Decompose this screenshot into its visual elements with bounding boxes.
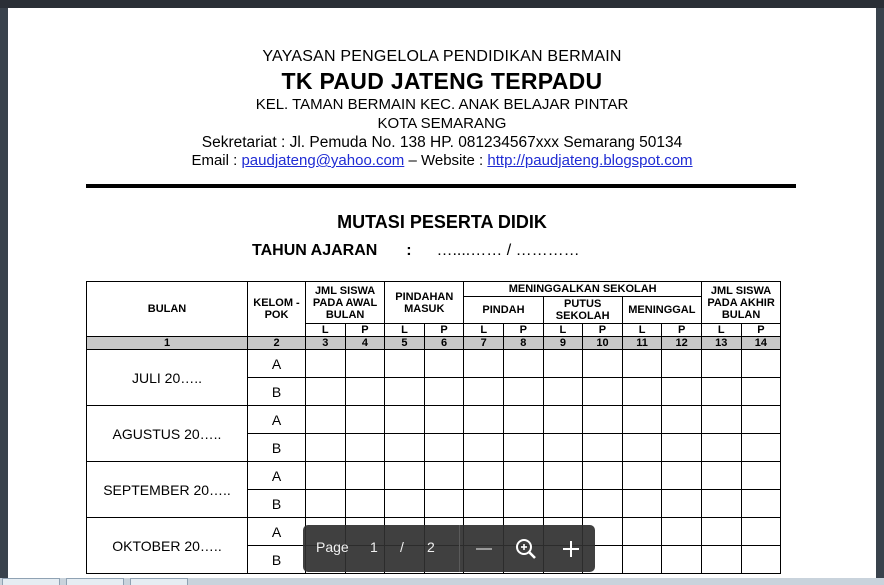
group-cell: A bbox=[248, 462, 306, 490]
data-cell[interactable] bbox=[503, 462, 543, 490]
data-cell[interactable] bbox=[622, 518, 662, 546]
data-cell[interactable] bbox=[306, 434, 346, 462]
data-cell[interactable] bbox=[741, 518, 781, 546]
data-cell[interactable] bbox=[543, 434, 583, 462]
secretariat-line: Sekretariat : Jl. Pemuda No. 138 HP. 081234567xxx Semarang 50134 bbox=[201, 134, 683, 151]
lp-header-cell: P bbox=[662, 324, 702, 337]
month-cell: SEPTEMBER 20….. bbox=[87, 462, 248, 518]
group-cell: B bbox=[248, 490, 306, 518]
group-cell: B bbox=[248, 546, 306, 574]
data-cell[interactable] bbox=[503, 434, 543, 462]
data-cell[interactable] bbox=[741, 350, 781, 378]
data-cell[interactable] bbox=[424, 350, 464, 378]
data-cell[interactable] bbox=[424, 378, 464, 406]
data-cell[interactable] bbox=[424, 490, 464, 518]
data-cell[interactable] bbox=[583, 378, 623, 406]
data-cell[interactable] bbox=[543, 462, 583, 490]
data-cell[interactable] bbox=[583, 462, 623, 490]
data-cell[interactable] bbox=[464, 462, 504, 490]
document-page bbox=[8, 8, 876, 578]
viewer-background-right bbox=[876, 8, 884, 578]
data-cell[interactable] bbox=[583, 490, 623, 518]
email-label: Email : bbox=[191, 152, 242, 169]
data-cell[interactable] bbox=[583, 406, 623, 434]
column-number-cell: 5 bbox=[385, 337, 425, 350]
data-cell[interactable] bbox=[424, 406, 464, 434]
data-cell[interactable] bbox=[741, 490, 781, 518]
school-year-label: TAHUN AJARAN bbox=[252, 242, 378, 259]
data-cell[interactable] bbox=[424, 462, 464, 490]
foundation-name: YAYASAN PENGELOLA PENDIDIKAN BERMAIN bbox=[262, 48, 622, 65]
month-cell: JULI 20….. bbox=[87, 350, 248, 406]
data-cell[interactable] bbox=[583, 350, 623, 378]
header-pindahan-masuk: PINDAHAN MASUK bbox=[385, 282, 464, 324]
data-cell[interactable] bbox=[503, 350, 543, 378]
document-title: MUTASI PESERTA DIDIK bbox=[337, 212, 547, 232]
data-cell[interactable] bbox=[385, 406, 425, 434]
header-jml-akhir: JML SISWA PADA AKHIR BULAN bbox=[701, 282, 780, 324]
data-cell[interactable] bbox=[306, 406, 346, 434]
website-link[interactable]: http://paudjateng.blogspot.com bbox=[487, 152, 693, 169]
data-cell[interactable] bbox=[345, 406, 385, 434]
column-number-cell: 1 bbox=[87, 337, 248, 350]
data-cell[interactable] bbox=[741, 406, 781, 434]
lp-header-cell: P bbox=[424, 324, 464, 337]
column-number-cell: 13 bbox=[701, 337, 741, 350]
lp-header-cell: P bbox=[503, 324, 543, 337]
data-cell[interactable] bbox=[503, 378, 543, 406]
data-cell[interactable] bbox=[385, 490, 425, 518]
data-cell[interactable] bbox=[622, 378, 662, 406]
column-number-cell: 8 bbox=[503, 337, 543, 350]
school-year-colon: : bbox=[406, 242, 412, 259]
data-cell[interactable] bbox=[662, 490, 702, 518]
toolbar-divider bbox=[459, 525, 460, 572]
minus-icon bbox=[469, 534, 499, 564]
data-cell[interactable] bbox=[701, 546, 741, 574]
data-cell[interactable] bbox=[701, 350, 741, 378]
header-divider bbox=[86, 184, 796, 188]
header-meninggal: MENINGGAL bbox=[622, 297, 701, 324]
data-cell[interactable] bbox=[345, 378, 385, 406]
data-cell[interactable] bbox=[701, 462, 741, 490]
group-cell: B bbox=[248, 434, 306, 462]
data-cell[interactable] bbox=[622, 462, 662, 490]
group-cell: B bbox=[248, 378, 306, 406]
lp-header-cell: L bbox=[306, 324, 346, 337]
column-number-cell: 11 bbox=[622, 337, 662, 350]
month-cell: OKTOBER 20….. bbox=[87, 518, 248, 574]
data-cell[interactable] bbox=[345, 434, 385, 462]
data-cell[interactable] bbox=[662, 462, 702, 490]
data-cell[interactable] bbox=[464, 378, 504, 406]
data-cell[interactable] bbox=[741, 462, 781, 490]
data-cell[interactable] bbox=[583, 434, 623, 462]
column-number-cell: 12 bbox=[662, 337, 702, 350]
page-separator: / bbox=[400, 539, 404, 555]
data-cell[interactable] bbox=[662, 546, 702, 574]
data-cell[interactable] bbox=[306, 350, 346, 378]
data-cell[interactable] bbox=[543, 378, 583, 406]
lp-header-cell: P bbox=[583, 324, 623, 337]
fit-zoom-button[interactable] bbox=[511, 534, 541, 564]
data-cell[interactable] bbox=[701, 490, 741, 518]
table-row bbox=[87, 462, 781, 490]
column-number-cell: 9 bbox=[543, 337, 583, 350]
lp-header-cell: L bbox=[622, 324, 662, 337]
city-line: KOTA SEMARANG bbox=[377, 115, 507, 132]
column-number-cell: 4 bbox=[345, 337, 385, 350]
data-cell[interactable] bbox=[306, 490, 346, 518]
data-cell[interactable] bbox=[662, 378, 702, 406]
school-year-value: …....…… / ………… bbox=[436, 242, 580, 259]
current-page-input[interactable]: 1 bbox=[370, 539, 378, 555]
data-cell[interactable] bbox=[385, 434, 425, 462]
data-cell[interactable] bbox=[464, 490, 504, 518]
data-cell[interactable] bbox=[543, 406, 583, 434]
group-cell: A bbox=[248, 518, 306, 546]
zoom-out-button[interactable] bbox=[469, 534, 499, 564]
month-cell: AGUSTUS 20….. bbox=[87, 406, 248, 462]
data-cell[interactable] bbox=[662, 518, 702, 546]
school-name: TK PAUD JATENG TERPADU bbox=[281, 68, 603, 94]
total-pages: 2 bbox=[427, 539, 435, 555]
lp-header-cell: L bbox=[464, 324, 504, 337]
header-jml-awal: JML SISWA PADA AWAL BULAN bbox=[306, 282, 385, 324]
header-meninggalkan-sekolah: MENINGGALKAN SEKOLAH bbox=[464, 282, 702, 297]
column-number-cell: 7 bbox=[464, 337, 504, 350]
data-cell[interactable] bbox=[622, 546, 662, 574]
column-number-cell: 6 bbox=[424, 337, 464, 350]
viewer-background-left bbox=[0, 8, 8, 578]
column-number-cell: 2 bbox=[248, 337, 306, 350]
website-label: – Website : bbox=[404, 152, 488, 169]
data-cell[interactable] bbox=[543, 490, 583, 518]
lp-header-cell: L bbox=[701, 324, 741, 337]
group-cell: A bbox=[248, 406, 306, 434]
header-bulan: BULAN bbox=[87, 282, 248, 337]
header-putus-sekolah: PUTUS SEKOLAH bbox=[543, 297, 622, 324]
zoom-in-button[interactable] bbox=[556, 534, 586, 564]
email-link[interactable]: paudjateng@yahoo.com bbox=[241, 152, 405, 169]
data-cell[interactable] bbox=[306, 378, 346, 406]
pdf-page-toolbar bbox=[303, 525, 595, 572]
data-cell[interactable] bbox=[741, 546, 781, 574]
data-cell[interactable] bbox=[662, 350, 702, 378]
data-cell[interactable] bbox=[701, 518, 741, 546]
header-pindah: PINDAH bbox=[464, 297, 543, 324]
data-cell[interactable] bbox=[622, 490, 662, 518]
data-cell[interactable] bbox=[701, 434, 741, 462]
lp-header-cell: L bbox=[543, 324, 583, 337]
data-cell[interactable] bbox=[503, 406, 543, 434]
data-cell[interactable] bbox=[701, 406, 741, 434]
data-cell[interactable] bbox=[345, 462, 385, 490]
data-cell[interactable] bbox=[464, 406, 504, 434]
zoom-icon bbox=[511, 534, 541, 564]
data-cell[interactable] bbox=[385, 350, 425, 378]
header-kelompok: KELOM -POK bbox=[248, 282, 306, 337]
data-cell[interactable] bbox=[622, 434, 662, 462]
table-row bbox=[87, 350, 781, 378]
data-cell[interactable] bbox=[503, 490, 543, 518]
table-row bbox=[87, 406, 781, 434]
data-cell[interactable] bbox=[385, 378, 425, 406]
plus-icon bbox=[556, 534, 586, 564]
lp-header-cell: P bbox=[345, 324, 385, 337]
data-cell[interactable] bbox=[701, 378, 741, 406]
data-cell[interactable] bbox=[345, 490, 385, 518]
data-cell[interactable] bbox=[662, 406, 702, 434]
data-cell[interactable] bbox=[662, 434, 702, 462]
data-cell[interactable] bbox=[543, 350, 583, 378]
taskbar-button[interactable] bbox=[2, 578, 60, 585]
data-cell[interactable] bbox=[464, 434, 504, 462]
data-cell[interactable] bbox=[741, 378, 781, 406]
group-cell: A bbox=[248, 350, 306, 378]
data-cell[interactable] bbox=[622, 406, 662, 434]
column-number-cell: 3 bbox=[306, 337, 346, 350]
data-cell[interactable] bbox=[385, 462, 425, 490]
data-cell[interactable] bbox=[741, 434, 781, 462]
taskbar-button[interactable] bbox=[66, 578, 124, 585]
taskbar-button[interactable] bbox=[130, 578, 188, 585]
address-line: KEL. TAMAN BERMAIN KEC. ANAK BELAJAR PINTAR bbox=[255, 96, 629, 113]
data-cell[interactable] bbox=[424, 434, 464, 462]
lp-header-cell: P bbox=[741, 324, 781, 337]
data-cell[interactable] bbox=[622, 350, 662, 378]
data-cell[interactable] bbox=[464, 350, 504, 378]
contact-line bbox=[8, 152, 876, 169]
column-number-cell: 14 bbox=[741, 337, 781, 350]
page-label: Page bbox=[316, 539, 349, 555]
window-top-border bbox=[0, 0, 884, 8]
data-cell[interactable] bbox=[306, 462, 346, 490]
lp-header-cell: L bbox=[385, 324, 425, 337]
data-cell[interactable] bbox=[345, 350, 385, 378]
column-number-cell: 10 bbox=[583, 337, 623, 350]
school-year bbox=[252, 242, 580, 260]
